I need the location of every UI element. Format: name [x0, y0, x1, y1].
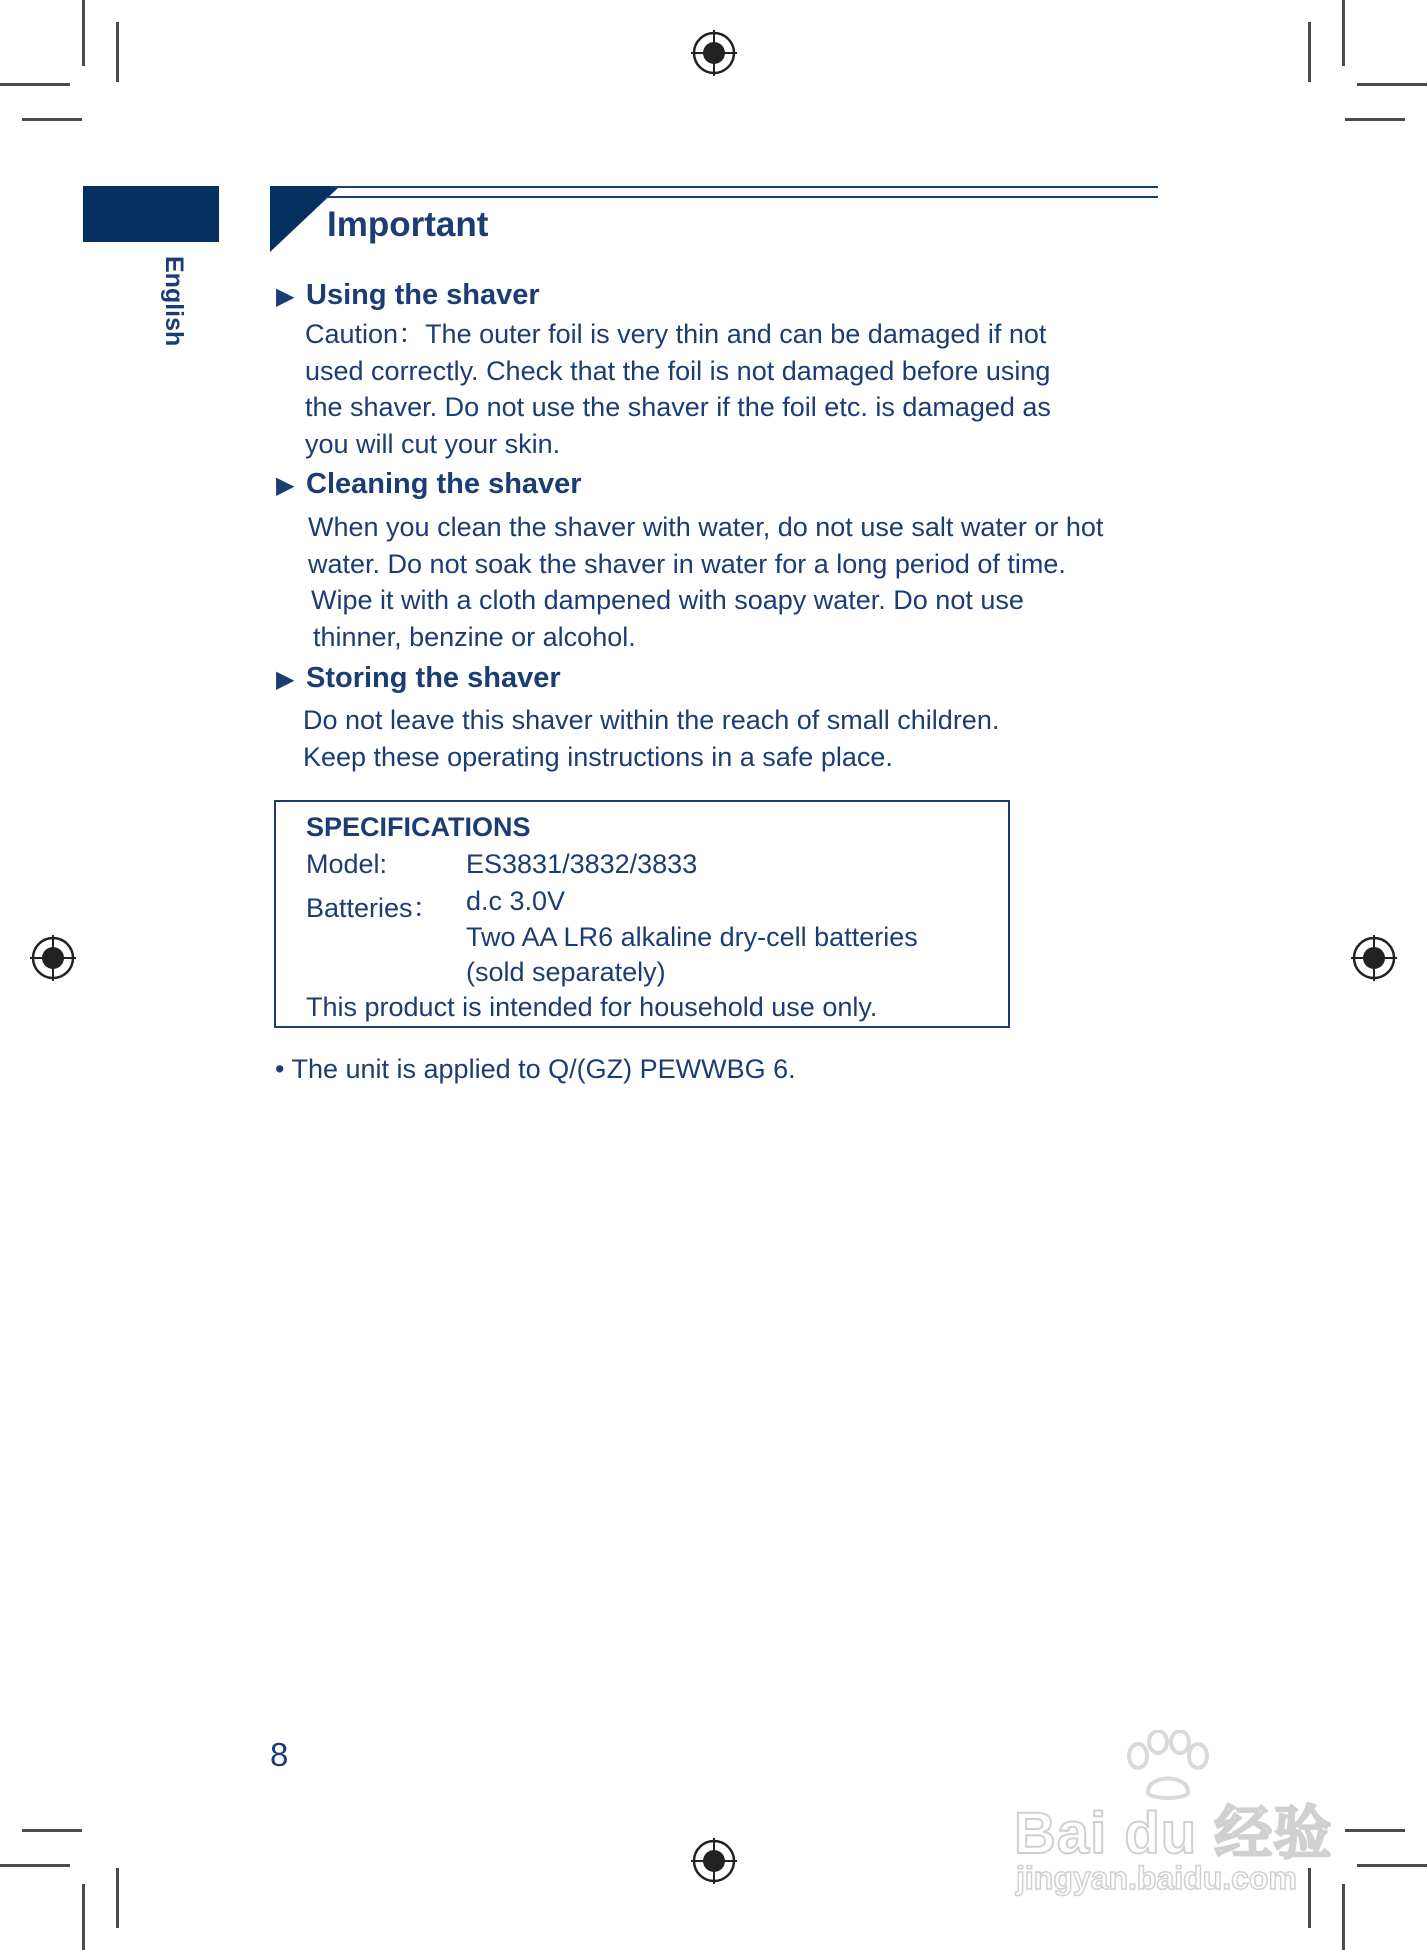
registration-mark-icon — [1351, 935, 1397, 981]
section-title-storing: ▶ Storing the shaver — [276, 662, 561, 694]
model-label: Model: — [306, 849, 388, 879]
arrow-right-icon: ▶ — [276, 666, 295, 693]
arrow-right-icon: ▶ — [276, 472, 295, 499]
section-title-using: ▶ Using the shaver — [276, 279, 540, 311]
crop-mark — [116, 22, 119, 82]
crop-mark — [1357, 1864, 1427, 1867]
crop-mark — [1342, 0, 1345, 66]
crop-mark — [1345, 118, 1405, 121]
crop-mark — [0, 83, 70, 86]
arrow-right-icon: ▶ — [276, 283, 295, 310]
section-body-using: Caution：The outer foil is very thin and can be damaged if not used correctly. Check that the foil is not damaged before using the shaver. Do not use the shaver if the foil etc. is damaged as you will cut your skin. — [305, 319, 1051, 459]
watermark-logo — [1010, 1730, 1350, 1900]
section-title-cleaning: ▶ Cleaning the shaver — [276, 468, 582, 500]
crop-mark — [82, 1884, 85, 1950]
language-tab-label: English — [160, 256, 188, 347]
section-body-storing: Do not leave this shaver within the reach of small children. Keep these operating instructions in a safe place. — [303, 705, 1000, 772]
batteries-type: Two AA LR6 alkaline dry-cell batteries — [466, 922, 918, 952]
crop-mark — [82, 0, 85, 66]
page-title: Important — [327, 205, 489, 244]
crop-mark — [0, 1864, 70, 1867]
crop-mark — [1308, 22, 1311, 82]
registration-mark-icon — [691, 1838, 737, 1884]
watermark-brand: Bai du 经验 — [1014, 1801, 1333, 1866]
watermark-url: jingyan.baidu.com — [1016, 1860, 1297, 1896]
section-body-cleaning: When you clean the shaver with water, do not use salt water or hot water. Do not soak the shaver in water for a long period of time. Wipe it with a cloth dampened with soapy water. Do not use thinner, benzine or alcohol. — [308, 512, 1104, 652]
crop-mark — [1357, 83, 1427, 86]
registration-mark-icon — [30, 935, 76, 981]
page-number: 8 — [270, 1736, 289, 1773]
language-tab-block — [83, 186, 219, 242]
specifications-box — [274, 800, 1010, 1028]
batteries-note: (sold separately) — [466, 957, 666, 987]
crop-mark — [116, 1868, 119, 1928]
registration-mark-icon — [691, 30, 737, 76]
batteries-label: Batteries： — [306, 893, 440, 923]
household-use-note: This product is intended for household use only. — [306, 992, 878, 1022]
crop-mark — [22, 1829, 82, 1832]
standard-footnote: • The unit is applied to Q/(GZ) PEWWBG 6. — [275, 1054, 796, 1084]
batteries-voltage: d.c 3.0V — [466, 886, 566, 916]
specifications-title: SPECIFICATIONS — [306, 812, 531, 842]
model-value: ES3831/3832/3833 — [466, 849, 698, 879]
crop-mark — [1345, 1829, 1405, 1832]
crop-mark — [22, 118, 82, 121]
